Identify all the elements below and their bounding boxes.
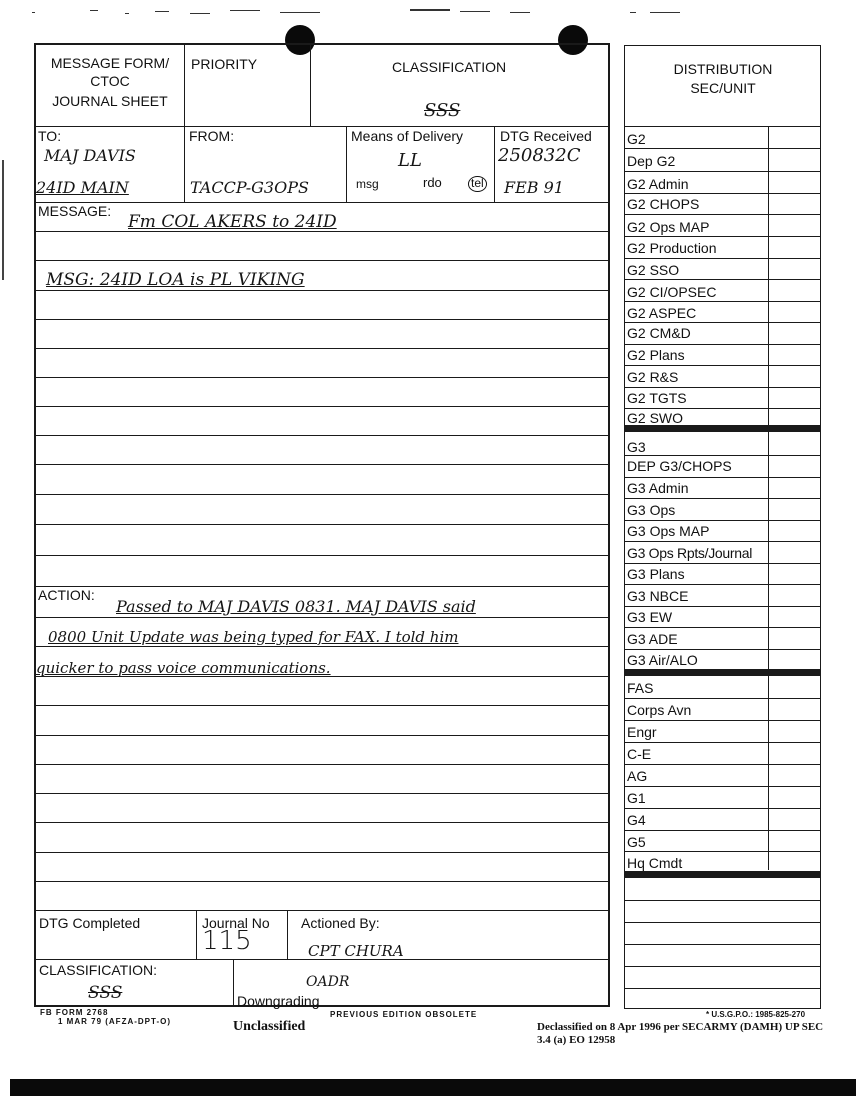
dtg-completed-label: DTG Completed bbox=[39, 915, 141, 931]
gpo-note: * U.S.G.P.O.: 1985-825-270 bbox=[706, 1010, 806, 1019]
message-line-2: MSG: 24ID LOA is PL VIKING bbox=[46, 270, 305, 290]
dist-g2-ci-opsec: G2 CI/OPSEC bbox=[627, 284, 717, 300]
dist-g3-air-alo: G3 Air/ALO bbox=[627, 652, 698, 668]
message-line-1: Fm COL AKERS to 24ID bbox=[128, 212, 337, 232]
dist-g2-cmd: G2 CM&D bbox=[627, 325, 691, 341]
dist-g5: G5 bbox=[627, 834, 646, 850]
to-recipient: MAJ DAVIS bbox=[44, 146, 136, 165]
scan-bottom-bar bbox=[10, 1079, 856, 1096]
form-number: FB FORM 2768 bbox=[40, 1008, 109, 1017]
downgrading-value: OADR bbox=[306, 974, 350, 990]
declassified-line-1: Declassified on 8 Apr 1996 per SECARMY (DAMH) UP SEC bbox=[537, 1021, 824, 1033]
dtg-received-date: FEB 91 bbox=[504, 178, 564, 197]
dtg-received-value: 250832C bbox=[498, 145, 581, 166]
dist-g2: G2 bbox=[627, 131, 646, 147]
distribution-title-line-1: DISTRIBUTION bbox=[673, 61, 773, 77]
means-of-delivery-label: Means of Delivery bbox=[351, 128, 464, 144]
to-label: TO: bbox=[38, 128, 62, 144]
dist-g2-sso: G2 SSO bbox=[627, 262, 680, 278]
dist-g3-ops-map: G3 Ops MAP bbox=[627, 523, 710, 539]
dist-g1: G1 bbox=[627, 790, 646, 806]
dist-corps-avn: Corps Avn bbox=[627, 702, 692, 718]
actioned-by-value: CPT CHURA bbox=[308, 942, 404, 960]
action-line-2: 0800 Unit Update was being typed for FAX. I told him bbox=[48, 628, 459, 646]
footer-classification-label: CLASSIFICATION: bbox=[39, 962, 157, 978]
form-title bbox=[40, 55, 180, 109]
dist-g2-production: G2 Production bbox=[627, 240, 717, 256]
dist-g3-admin: G3 Admin bbox=[627, 480, 689, 496]
action-label: ACTION: bbox=[38, 587, 95, 603]
form-date: 1 MAR 79 (AFZA-DPT-O) bbox=[58, 1017, 171, 1026]
means-option-msg: msg bbox=[356, 177, 379, 191]
dist-g2-rs: G2 R&S bbox=[627, 369, 679, 385]
dist-engr: Engr bbox=[627, 724, 657, 740]
dist-fas: FAS bbox=[627, 680, 654, 696]
dist-hq-cmdt: Hq Cmdt bbox=[627, 855, 683, 871]
dist-g3-nbce: G3 NBCE bbox=[627, 588, 689, 604]
scan-noise-graphic bbox=[30, 7, 730, 17]
dist-g2-aspec: G2 ASPEC bbox=[627, 305, 697, 321]
from-label: FROM: bbox=[189, 128, 235, 144]
message-label: MESSAGE: bbox=[38, 203, 112, 219]
dist-g2-plans: G2 Plans bbox=[627, 347, 685, 363]
dist-g3-ew: G3 EW bbox=[627, 609, 673, 625]
dist-dep-g3-chops: DEP G3/CHOPS bbox=[627, 458, 732, 474]
distribution-title bbox=[625, 61, 821, 96]
journal-no-value: 115 bbox=[202, 926, 252, 956]
dist-g3-ade: G3 ADE bbox=[627, 631, 678, 647]
distribution-title-line-2: SEC/UNIT bbox=[690, 80, 756, 97]
dist-g4: G4 bbox=[627, 812, 646, 828]
form-title-line-1: MESSAGE FORM/ bbox=[50, 55, 170, 71]
priority-label: PRIORITY bbox=[191, 56, 258, 72]
dist-g3-plans: G3 Plans bbox=[627, 566, 685, 582]
from-value: TACCP-G3OPS bbox=[190, 178, 309, 197]
means-option-tel: tel bbox=[468, 176, 487, 192]
dist-g3-ops: G3 Ops bbox=[627, 502, 676, 518]
dist-g2-tgts: G2 TGTS bbox=[627, 390, 687, 406]
means-option-rdo: rdo bbox=[423, 175, 442, 190]
declassified-line-2: 3.4 (a) EO 12958 bbox=[537, 1034, 616, 1046]
dist-g2-admin: G2 Admin bbox=[627, 176, 689, 192]
dist-g3: G3 bbox=[627, 439, 646, 455]
dist-g3-ops-rpts-journal: G3 Ops Rpts/Journal bbox=[627, 545, 753, 561]
dist-c-e: C-E bbox=[627, 746, 652, 762]
scan-left-mark bbox=[2, 160, 4, 280]
dist-dep-g2: Dep G2 bbox=[627, 153, 676, 169]
actioned-by-label: Actioned By: bbox=[301, 915, 380, 931]
dist-g2-swo: G2 SWO bbox=[627, 410, 684, 426]
scan-artifacts bbox=[30, 4, 730, 14]
means-of-delivery-value: LL bbox=[398, 150, 422, 171]
punch-hole-right bbox=[558, 25, 588, 55]
dist-ag: AG bbox=[627, 768, 648, 784]
unclassified-marking: Unclassified bbox=[233, 1019, 306, 1034]
journal-no-label: Journal No bbox=[202, 915, 270, 931]
to-unit: 24ID MAIN bbox=[36, 178, 129, 197]
form-title-line-3: JOURNAL SHEET bbox=[52, 93, 168, 110]
classification-label: CLASSIFICATION bbox=[392, 59, 507, 75]
downgrading-label: Downgrading bbox=[237, 993, 320, 1009]
action-line-1: Passed to MAJ DAVIS 0831. MAJ DAVIS said bbox=[116, 597, 476, 616]
footer-classification-value: SSS bbox=[88, 983, 123, 1003]
dist-g2-chops: G2 CHOPS bbox=[627, 196, 700, 212]
dist-g2-ops-map: G2 Ops MAP bbox=[627, 219, 710, 235]
classification-value: SSS bbox=[424, 100, 461, 121]
previous-edition-note: PREVIOUS EDITION OBSOLETE bbox=[330, 1010, 478, 1019]
dtg-received-label: DTG Received bbox=[500, 128, 592, 144]
action-line-3: quicker to pass voice communications. bbox=[36, 659, 331, 677]
form-title-line-2: CTOC bbox=[90, 73, 130, 90]
